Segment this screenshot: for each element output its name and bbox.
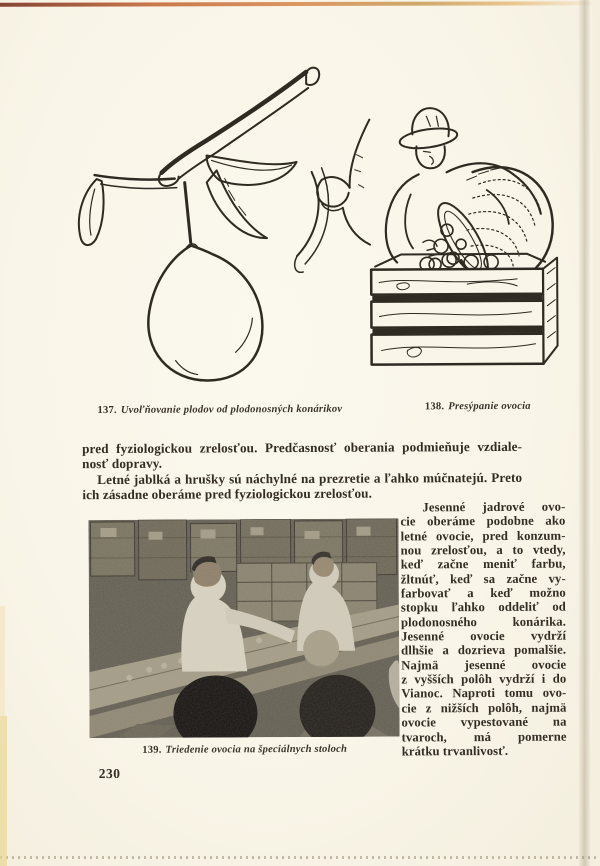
column-line: Jesenné jadrové ovo- xyxy=(422,499,566,515)
figure-138-caption xyxy=(398,401,558,413)
column-line: keď začne meniť farbu, xyxy=(400,556,566,572)
column-line: Jesenné ovocie vydrží xyxy=(401,628,567,644)
figure-139-caption xyxy=(90,743,400,756)
scan-left-discoloration-faint xyxy=(0,606,5,746)
column-line: dlhšie a dozrieva pomalšie. xyxy=(401,643,567,658)
column-line: cie z nižších polôh, najmä xyxy=(401,700,567,716)
body-line: Letné jablká a hrušky sú náchylné na prezretie a ľahko múčnatejú. Preto xyxy=(97,469,523,487)
figure-138-number: 138. xyxy=(424,401,445,413)
page-number: 230 xyxy=(98,765,121,782)
column-line: cie oberáme podobne ako xyxy=(400,513,566,529)
column-line: Najmä jesenné ovocie xyxy=(401,657,567,673)
figure-138-pouring-fruit-drawing xyxy=(366,94,562,380)
body-line: pred fyziologickou zrelosťou. Predčasnosť oberania podmieňuje vzdiale- xyxy=(82,438,523,457)
figure-137-caption-text: Uvoľňovanie plodov od plodonosných konárikov xyxy=(120,403,343,416)
column-line: z vyšších polôh vydrží i do xyxy=(401,671,567,687)
figure-139-caption-text: Triedenie ovocia na špeciálnych stoloch xyxy=(165,743,348,756)
column-line: farbovať a keď možno xyxy=(400,585,566,601)
body-text xyxy=(82,439,522,502)
column-line: plodonosného konárika. xyxy=(400,614,567,630)
scan-right-margin xyxy=(593,0,600,866)
figure-137-caption xyxy=(60,404,380,417)
figure-139-sorting-photo xyxy=(88,518,399,738)
column-line: ovocie vypestované na xyxy=(401,714,567,730)
right-column-text xyxy=(400,500,566,759)
column-line: tvaroch, má pomerne xyxy=(401,729,567,744)
body-line: ich zásadne oberáme pred fyziologickou zrelosťou. xyxy=(82,485,373,503)
body-line: nosť dopravy. xyxy=(82,456,163,472)
column-line: nou zrelosťou, a to vtedy, xyxy=(400,542,566,558)
scan-bottom-perforation xyxy=(0,856,600,859)
column-line: Vianoc. Naproti tomu ovo- xyxy=(401,686,567,701)
scan-right-crease xyxy=(578,0,590,866)
figure-137-number: 137. xyxy=(97,404,117,417)
column-line: krátku trvanlivosť. xyxy=(401,743,509,759)
figure-139-number: 139. xyxy=(142,744,162,756)
column-line: žltnúť, keď sa začne vy- xyxy=(400,571,566,587)
figure-138-caption-text: Presýpanie ovocia xyxy=(448,400,531,413)
column-line: letné ovocie, pred konzum- xyxy=(400,528,566,544)
figure-137-pear-branch-drawing xyxy=(56,60,373,407)
column-line: stopku ľahko oddeliť od xyxy=(400,600,566,615)
